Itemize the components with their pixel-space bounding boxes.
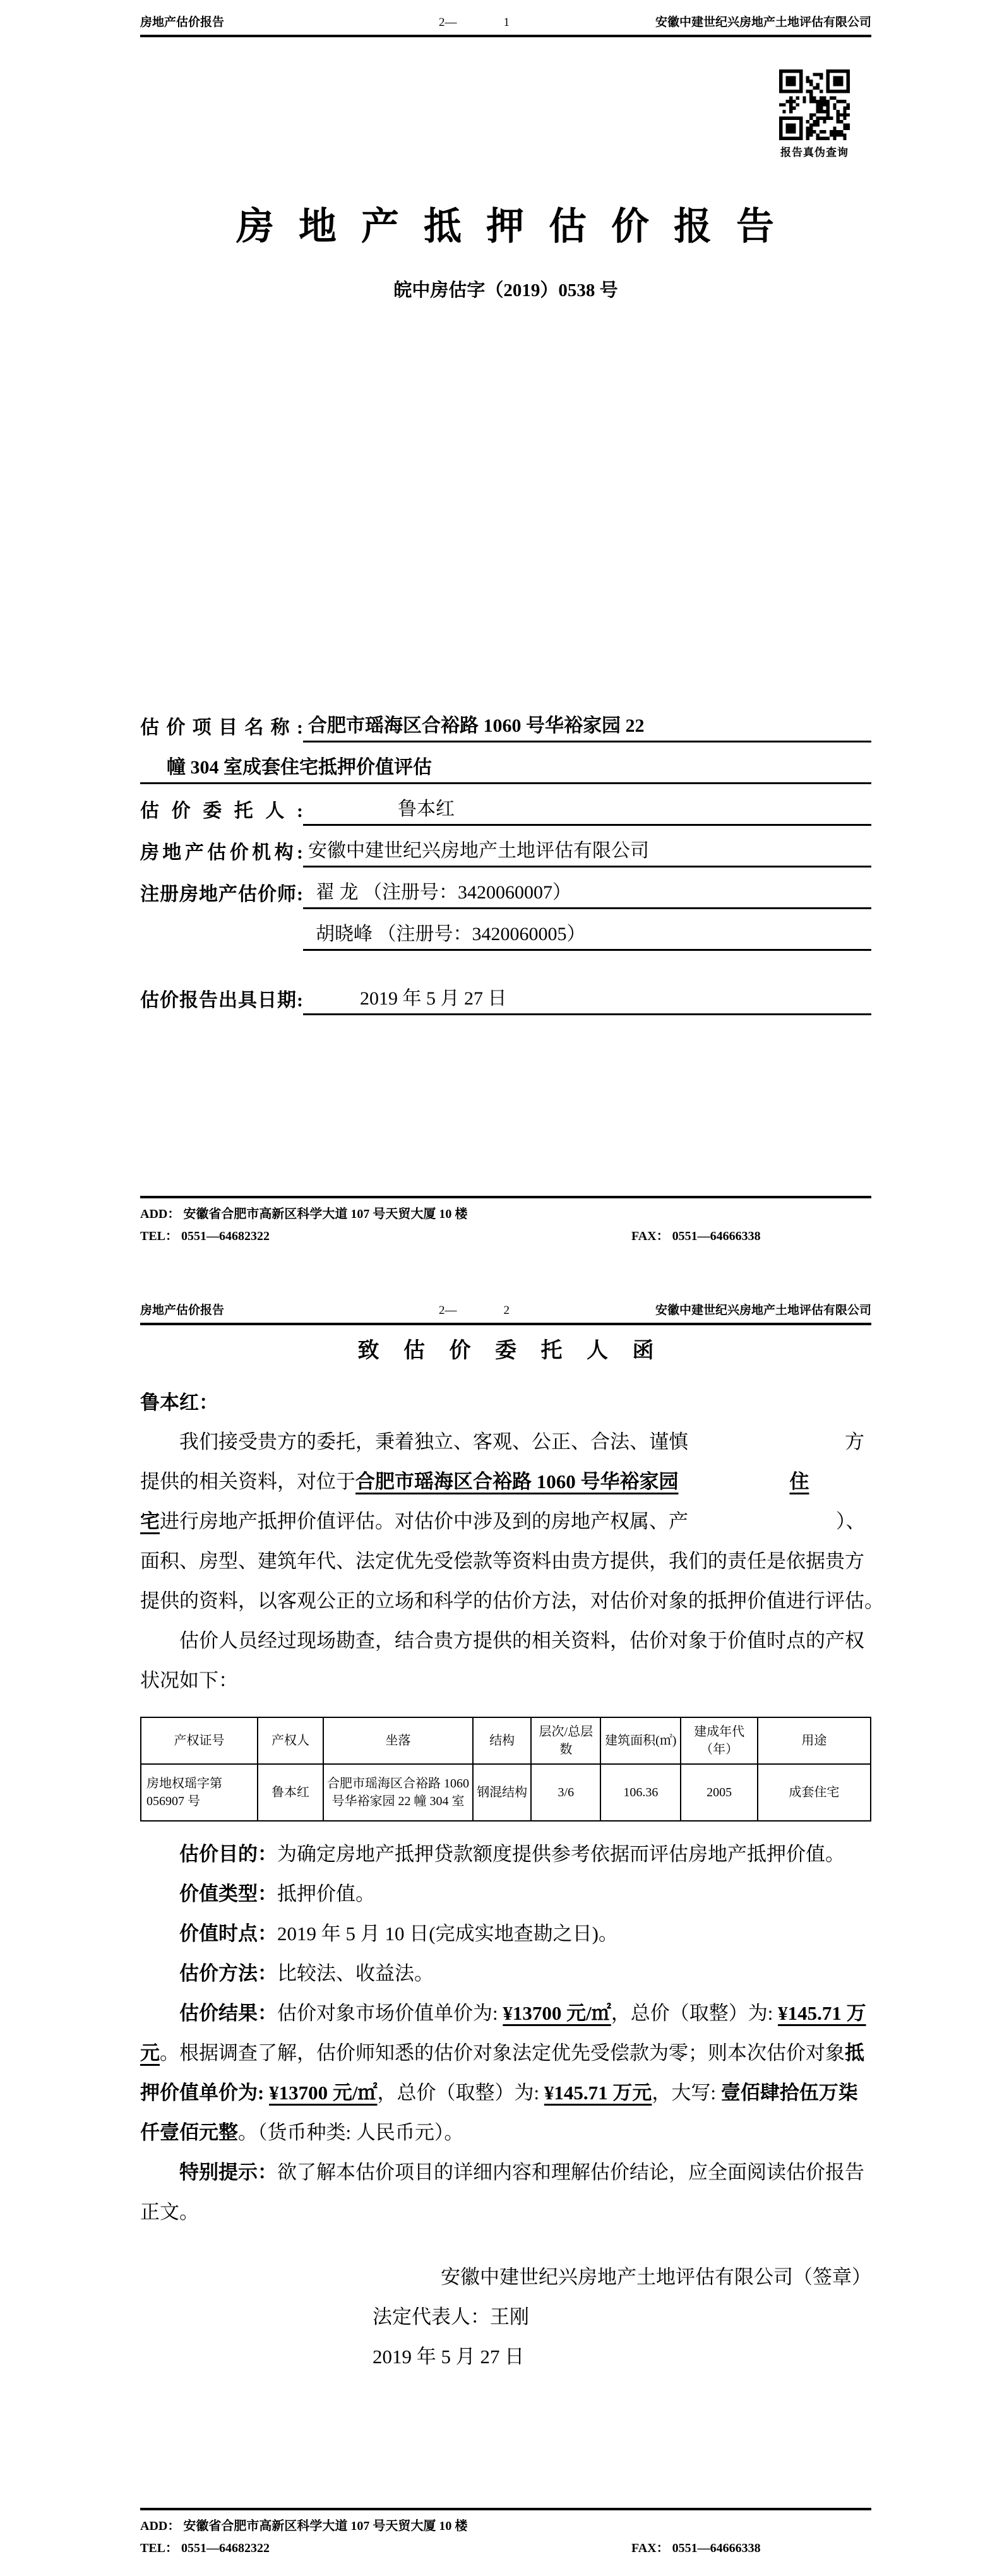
field-client bbox=[140, 794, 871, 826]
col-certificate-no: 产权证号 bbox=[141, 1717, 258, 1764]
cover-fields bbox=[140, 711, 871, 1015]
field-appraiser-2 bbox=[140, 919, 871, 951]
col-floor: 层次/总层数 bbox=[531, 1717, 600, 1764]
valuation-items bbox=[140, 1834, 871, 2232]
result-total-price: ¥145.71 万元 bbox=[140, 2002, 866, 2064]
letter-line bbox=[140, 1501, 871, 1541]
field-value-agency: 安徽中建世纪兴房地产土地评估有限公司 bbox=[303, 836, 871, 868]
result-text: ，大写: bbox=[652, 2082, 721, 2104]
header-page-current: 1 bbox=[503, 16, 510, 29]
letter-text-emphasis: 宅 bbox=[140, 1510, 160, 1532]
header-page-total: 2— bbox=[439, 16, 457, 29]
letter-paragraph-2: 估价人员经过现场勘查，结合贵方提供的相关资料，估价对象于价值时点的产权状况如下： bbox=[140, 1630, 864, 1691]
cell-floor: 3/6 bbox=[531, 1764, 600, 1821]
header-rule bbox=[140, 35, 871, 37]
letter-text-emphasis: 住 bbox=[789, 1470, 809, 1493]
footer-fax: FAX： 0551—64666338 bbox=[631, 1229, 761, 1243]
property-rights-table bbox=[140, 1717, 871, 1822]
header-doc-title: 房地产估价报告 bbox=[140, 16, 225, 29]
field-label-agency: 房地产估价机构: bbox=[140, 842, 303, 863]
footer-contacts bbox=[140, 2537, 871, 2560]
result-label: 估价结果： bbox=[179, 2002, 277, 2024]
footer-address: ADD： 安徽省合肥市高新区科学大道 107 号天贸大厦 10 楼 bbox=[140, 1207, 468, 1221]
result-text: 。（货币种类: 人民币元）。 bbox=[238, 2121, 464, 2144]
field-project bbox=[140, 711, 871, 742]
footer-rule bbox=[140, 1196, 871, 1198]
qr-code-label: 报告真伪查询 bbox=[780, 146, 849, 158]
result-text: 抵押价值单价为: bbox=[140, 2042, 864, 2104]
header-page-current: 2 bbox=[503, 1304, 510, 1317]
value-date-text: 2019 年 5 月 10 日(完成实地查勘之日)。 bbox=[277, 1923, 618, 1945]
col-structure: 结构 bbox=[473, 1717, 531, 1764]
method-label: 估价方法： bbox=[179, 1962, 277, 1984]
letter-page bbox=[0, 1288, 1002, 2576]
header-page-total: 2— bbox=[439, 1304, 457, 1317]
special-notice-label: 特别提示： bbox=[179, 2161, 277, 2183]
field-value-project-line2: 幢 304 室成套住宅抵押价值评估 bbox=[140, 753, 871, 784]
cell-certificate-no: 房地权瑶字第 056907 号 bbox=[141, 1764, 258, 1821]
signature-date: 2019 年 5 月 27 日 bbox=[373, 2346, 525, 2368]
result-mortgage-unit-price: ¥13700 元/㎡ bbox=[269, 2082, 378, 2104]
letter-line bbox=[140, 1422, 871, 1462]
letter-text: 方 bbox=[845, 1431, 864, 1453]
col-area: 建筑面积(㎡) bbox=[600, 1717, 681, 1764]
field-issue-date bbox=[140, 984, 871, 1015]
field-label-issue-date: 估价报告出具日期: bbox=[140, 990, 303, 1011]
header-rule bbox=[140, 1323, 871, 1325]
value-type-line bbox=[140, 1874, 871, 1914]
table-row bbox=[141, 1764, 871, 1821]
header-company-name: 安徽中建世纪兴房地产土地评估有限公司 bbox=[655, 1304, 871, 1317]
field-value-appraiser-1: 翟 龙 （注册号：3420060007） bbox=[303, 878, 871, 909]
page1-running-header bbox=[140, 0, 871, 30]
result-amount-in-words: 壹佰肆拾伍万柒仟壹佰元整 bbox=[140, 2082, 858, 2144]
header-doc-title: 房地产估价报告 bbox=[140, 1304, 225, 1317]
signature-legal-rep: 法定代表人：王刚 bbox=[373, 2306, 529, 2328]
cell-owner: 鲁本红 bbox=[258, 1764, 323, 1821]
letter-title: 致 估 价 委 托 人 函 bbox=[357, 1339, 654, 1363]
letter-line bbox=[140, 1462, 871, 1501]
field-agency bbox=[140, 836, 871, 868]
purpose-label: 估价目的： bbox=[179, 1843, 277, 1865]
field-label-client: 估价委托人: bbox=[140, 801, 303, 821]
col-owner: 产权人 bbox=[258, 1717, 323, 1764]
result-text: ，总价（取整）为: bbox=[377, 2082, 544, 2104]
cell-location: 合肥市瑶海区合裕路 1060 号华裕家园 22 幢 304 室 bbox=[323, 1764, 473, 1821]
purpose-text: 为确定房地产抵押贷款额度提供参考依据而评估房地产抵押价值。 bbox=[277, 1843, 845, 1865]
cell-structure: 钢混结构 bbox=[473, 1764, 531, 1821]
signature-block bbox=[140, 2257, 871, 2376]
letter-text: 提供的相关资料，对位于 bbox=[140, 1470, 355, 1493]
method-text: 比较法、收益法。 bbox=[277, 1962, 434, 1984]
header-company-name: 安徽中建世纪兴房地产土地评估有限公司 bbox=[655, 16, 871, 29]
letter-line: 面积、房型、建筑年代、法定优先受偿款等资料由贵方提供，我们的责任是依据贵方 bbox=[140, 1550, 864, 1572]
footer-rule bbox=[140, 2508, 871, 2510]
field-value-client: 鲁本红 bbox=[303, 794, 871, 826]
page1-footer bbox=[140, 1196, 871, 1248]
value-type-label: 价值类型： bbox=[179, 1883, 277, 1905]
header-page-number bbox=[355, 1304, 593, 1318]
report-title: 房 地 产 抵 押 估 价 报 告 bbox=[236, 206, 775, 247]
field-appraiser-1 bbox=[140, 878, 871, 909]
special-notice bbox=[140, 2152, 871, 2232]
purpose-line bbox=[140, 1834, 871, 1874]
result-text: 。根据调查了解，估价师知悉的估价对象法定优先受偿款为零；则本次估价对象 bbox=[160, 2042, 845, 2064]
result-text: 估价对象市场价值单价为: bbox=[277, 2002, 503, 2024]
footer-contacts bbox=[140, 1225, 871, 1248]
cell-use: 成套住宅 bbox=[758, 1764, 871, 1821]
qr-code-icon bbox=[779, 69, 850, 140]
field-value-appraiser-2: 胡晓峰 （注册号：3420060005） bbox=[303, 919, 871, 951]
col-use: 用途 bbox=[758, 1717, 871, 1764]
value-date-line bbox=[140, 1914, 871, 1953]
field-project-line2 bbox=[140, 753, 871, 784]
method-line bbox=[140, 1953, 871, 1993]
letter-text: 我们接受贵方的委托，秉着独立、客观、公正、合法、谨慎 bbox=[179, 1431, 688, 1453]
letter-text-emphasis: 合肥市瑶海区合裕路 1060 号华裕家园 bbox=[355, 1470, 679, 1493]
page2-running-header bbox=[140, 1288, 871, 1318]
letter-line: 提供的资料，以客观公正的立场和科学的估价方法，对估价对象的抵押价值进行评估。 bbox=[140, 1590, 884, 1612]
qr-verification-block bbox=[779, 69, 850, 159]
field-value-project-line1: 合肥市瑶海区合裕路 1060 号华裕家园 22 bbox=[303, 711, 871, 742]
cell-year-built: 2005 bbox=[681, 1764, 757, 1821]
signature-company: 安徽中建世纪兴房地产土地评估有限公司（签章） bbox=[441, 2266, 871, 2288]
footer-fax: FAX： 0551—64666338 bbox=[631, 2541, 761, 2555]
letter-paragraph-1 bbox=[140, 1422, 884, 1621]
header-page-number bbox=[355, 16, 593, 30]
col-year-built: 建成年代（年） bbox=[681, 1717, 757, 1764]
cell-area: 106.36 bbox=[600, 1764, 681, 1821]
value-type-text: 抵押价值。 bbox=[277, 1883, 375, 1905]
footer-tel: TEL： 0551—64682322 bbox=[140, 1229, 270, 1243]
page2-footer bbox=[140, 2508, 871, 2560]
table-header-row bbox=[141, 1717, 871, 1764]
field-label-appraiser: 注册房地产估价师: bbox=[140, 884, 303, 905]
field-label-project: 估价项目名称: bbox=[140, 717, 303, 738]
letter-salutation: 鲁本红： bbox=[140, 1392, 218, 1414]
result-unit-price: ¥13700 元/㎡ bbox=[503, 2002, 611, 2024]
letter-text: ）、 bbox=[836, 1510, 866, 1532]
footer-tel: TEL： 0551—64682322 bbox=[140, 2541, 270, 2555]
col-location: 坐落 bbox=[323, 1717, 473, 1764]
result-mortgage-total-price: ¥145.71 万元 bbox=[544, 2082, 652, 2104]
result-paragraph bbox=[140, 1993, 871, 2152]
report-doc-number: 皖中房估字（2019）0538 号 bbox=[393, 280, 618, 301]
special-notice-text: 欲了解本估价项目的详细内容和理解估价结论，应全面阅读估价报告正文。 bbox=[140, 2161, 864, 2223]
footer-address: ADD： 安徽省合肥市高新区科学大道 107 号天贸大厦 10 楼 bbox=[140, 2519, 468, 2533]
letter-text: 进行房地产抵押价值评估。对估价中涉及到的房地产权属、产 bbox=[160, 1510, 688, 1532]
field-value-issue-date: 2019 年 5 月 27 日 bbox=[303, 984, 871, 1015]
result-text: ，总价（取整）为: bbox=[611, 2002, 778, 2024]
value-date-label: 价值时点： bbox=[179, 1923, 277, 1945]
